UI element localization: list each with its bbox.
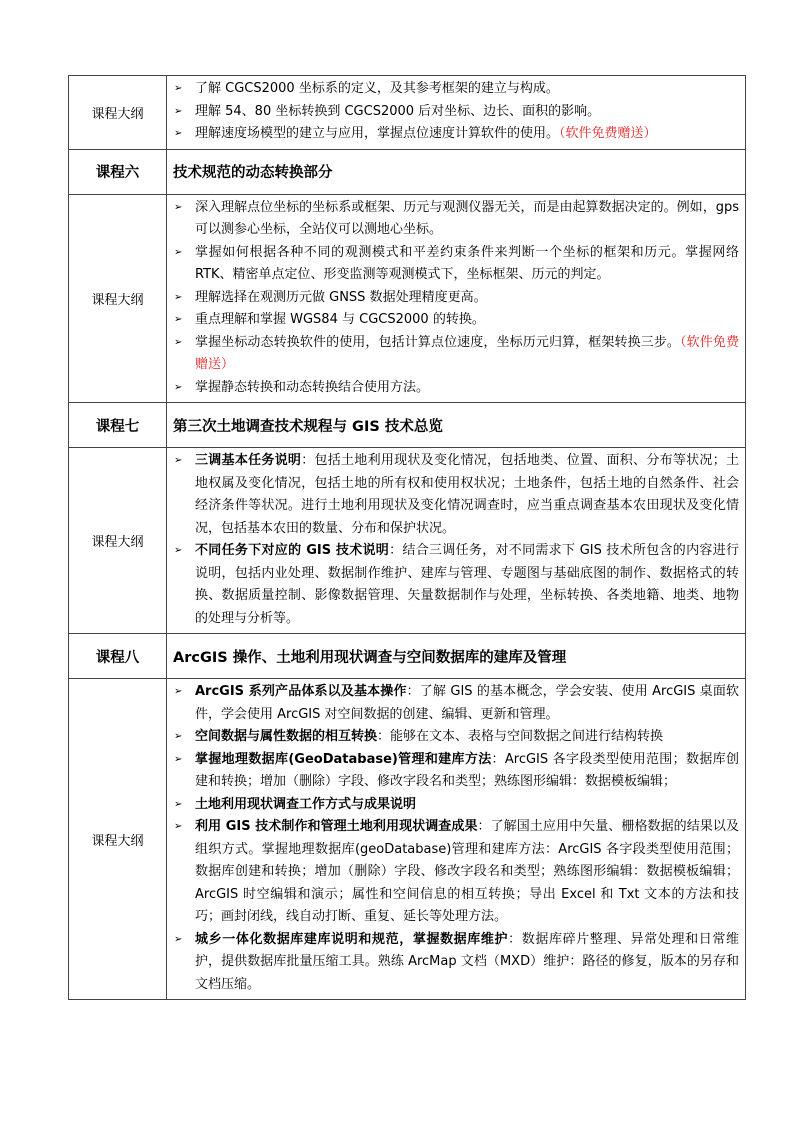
item-bold-lead: 三调基本任务说明: [195, 453, 302, 468]
outline-list: [167, 448, 745, 633]
arrow-bullet-icon: ➢: [174, 731, 183, 742]
arrow-bullet-icon: ➢: [174, 336, 183, 348]
list-item: [173, 123, 739, 146]
list-item: [173, 726, 739, 749]
list-item: [173, 816, 739, 929]
arrow-bullet-icon: ➢: [174, 83, 183, 94]
outline-label: 课程大纲: [69, 76, 167, 150]
list-item: [173, 101, 739, 124]
item-text: 深入理解点位坐标的坐标系或框架、历元与观测仪器无关，而是由起算数据决定的。例如，gps 可以测参心坐标，全站仪可以测地心坐标。: [195, 199, 739, 237]
list-item: [173, 929, 739, 997]
list-item: [173, 749, 739, 794]
free-software-note: （软件免费赠送）: [559, 126, 657, 141]
item-text: 重点理解和掌握 WGS84 与 CGCS2000 的转换。: [195, 312, 485, 327]
list-item: [173, 450, 739, 540]
item-bold-lead: ArcGIS 系列产品体系以及基本操作: [195, 684, 407, 699]
item-text: 掌握如何根据各种不同的观测模式和平差约束条件来判断一个坐标的框架和历元。掌握网络 RTK、精密单点定位、形变监测等观测模式下，坐标框架、历元的判定。: [195, 244, 739, 282]
free-software-note: （软件免费赠送）: [195, 334, 739, 372]
list-item: [173, 287, 739, 310]
arrow-bullet-icon: ➢: [174, 381, 183, 393]
outline-list: [167, 76, 745, 149]
course-number: 课程八: [69, 634, 167, 679]
outline-label: 课程大纲: [69, 194, 167, 403]
outline-content: [167, 76, 746, 150]
list-item: [173, 540, 739, 630]
course-outline-body: [69, 76, 746, 1000]
arrow-bullet-icon: ➢: [174, 128, 183, 139]
item-text: ：ArcGIS 各字段类型使用范围；数据库创建和转换；增加（删除）字段、修改字段名和类型；熟练图形编辑：数据模板编辑；: [195, 751, 739, 789]
arrow-bullet-icon: ➢: [174, 314, 183, 325]
list-item: [173, 681, 739, 726]
item-text: 掌握坐标动态转换软件的使用，包括计算点位速度，坐标历元归算，框架转换三步。: [195, 334, 681, 350]
arrow-bullet-icon: ➢: [174, 798, 183, 810]
item-bold-lead: 利用 GIS 技术制作和管理土地利用现状调查成果: [195, 819, 478, 834]
course-title: 技术规范的动态转换部分: [167, 149, 746, 194]
item-bold-lead: 城乡一体化数据库建库说明和规范，掌握数据库维护: [195, 931, 509, 947]
outline-row: [69, 194, 746, 403]
item-text: 理解选择在观测历元做 GNSS 数据处理精度更高。: [195, 289, 487, 305]
arrow-bullet-icon: ➢: [174, 821, 183, 832]
list-item: [173, 309, 739, 332]
item-bold-lead: 土地利用现状调查工作方式与成果说明: [195, 796, 417, 812]
item-text: ：了解国土应用中矢量、栅格数据的结果以及组织方式。掌握地理数据库(geoDatabase)管理和建库方法：ArcGIS 各字段类型使用范围；数据库创建和转换；增加（删除）字段、修改字段名和类型；熟练图形编辑：数据模板编辑；ArcGIS 时空编辑和演示；属性和空间信息的相互转换；导出 Excel 和 Txt 文本的方法和技巧；画封闭线，线自动打断、重复、延长等处理方法。: [195, 819, 739, 924]
arrow-bullet-icon: ➢: [174, 201, 183, 213]
list-item: [173, 197, 739, 242]
item-text: 掌握静态转换和动态转换结合使用方法。: [195, 379, 430, 395]
list-item: [173, 78, 739, 101]
arrow-bullet-icon: ➢: [174, 246, 183, 258]
item-text: ：数据库碎片整理、异常处理和日常维护，提供数据库批量压缩工具。熟练 ArcMap 文档（MXD）维护：路径的修复，版本的另存和文档压缩。: [195, 931, 739, 992]
arrow-bullet-icon: ➢: [174, 545, 183, 556]
item-text: ：能够在文本、表格与空间数据之间进行结构转换: [377, 729, 664, 744]
outline-list: [167, 195, 745, 403]
arrow-bullet-icon: ➢: [174, 291, 183, 303]
item-text: ：了解 GIS 的基本概念，学会安装、使用 ArcGIS 桌面软件，学会使用 ArcGIS 对空间数据的创建、编辑、更新和管理。: [195, 684, 739, 722]
list-item: [173, 332, 739, 377]
item-text: ：包括土地利用现状及变化情况，包括地类、位置、面积、分布等状况；土地权属及变化情况，包括土地的所有权和使用权状况；土地条件，包括土地的自然条件、社会经济条件等状况。进行土地利用现状及变化情况调查时，应当重点调查基本农田现状及变化情况，包括基本农田的数量、分布和保护状况。: [195, 453, 739, 536]
outline-content: [167, 679, 746, 1000]
arrow-bullet-icon: ➢: [174, 686, 183, 697]
outline-label: 课程大纲: [69, 679, 167, 1000]
item-bold-lead: 掌握地理数据库(GeoDatabase)管理和建库方法: [195, 751, 492, 767]
arrow-bullet-icon: ➢: [174, 455, 183, 466]
outline-content: [167, 448, 746, 634]
outline-label: 课程大纲: [69, 448, 167, 634]
outline-row: [69, 76, 746, 150]
arrow-bullet-icon: ➢: [174, 105, 183, 117]
item-bold-lead: 不同任务下对应的 GIS 技术说明: [195, 543, 390, 558]
course-title: 第三次土地调查技术规程与 GIS 技术总览: [167, 403, 746, 448]
course-heading-row: [69, 149, 746, 194]
list-item: [173, 377, 739, 400]
list-item: [173, 242, 739, 287]
arrow-bullet-icon: ➢: [174, 933, 183, 945]
item-text: 理解 54、80 坐标转换到 CGCS2000 后对坐标、边长、面积的影响。: [195, 103, 601, 119]
item-bold-lead: 空间数据与属性数据的相互转换: [195, 729, 378, 744]
course-title: ArcGIS 操作、土地利用现状调查与空间数据库的建库及管理: [167, 634, 746, 679]
course-number: 课程六: [69, 149, 167, 194]
item-text: 理解速度场模型的建立与应用，掌握点位速度计算软件的使用。: [195, 126, 560, 141]
list-item: [173, 794, 739, 817]
outline-row: [69, 679, 746, 1000]
item-text: ：结合三调任务，对不同需求下 GIS 技术所包含的内容进行说明，包括内业处理、数据制作维护、建库与管理、专题图与基础底图的制作、数据格式的转换、数据质量控制、影像数据管理、矢量数据制作与处理，坐标转换、各类地籍、地类、地物的处理与分析等。: [195, 543, 739, 626]
course-number: 课程七: [69, 403, 167, 448]
item-text: 了解 CGCS2000 坐标系的定义，及其参考框架的建立与构成。: [195, 81, 559, 96]
arrow-bullet-icon: ➢: [174, 753, 183, 765]
course-heading-row: [69, 403, 746, 448]
outline-list: [167, 679, 745, 999]
course-outline-table: [68, 75, 746, 1000]
course-heading-row: [69, 634, 746, 679]
outline-content: [167, 194, 746, 403]
outline-row: [69, 448, 746, 634]
